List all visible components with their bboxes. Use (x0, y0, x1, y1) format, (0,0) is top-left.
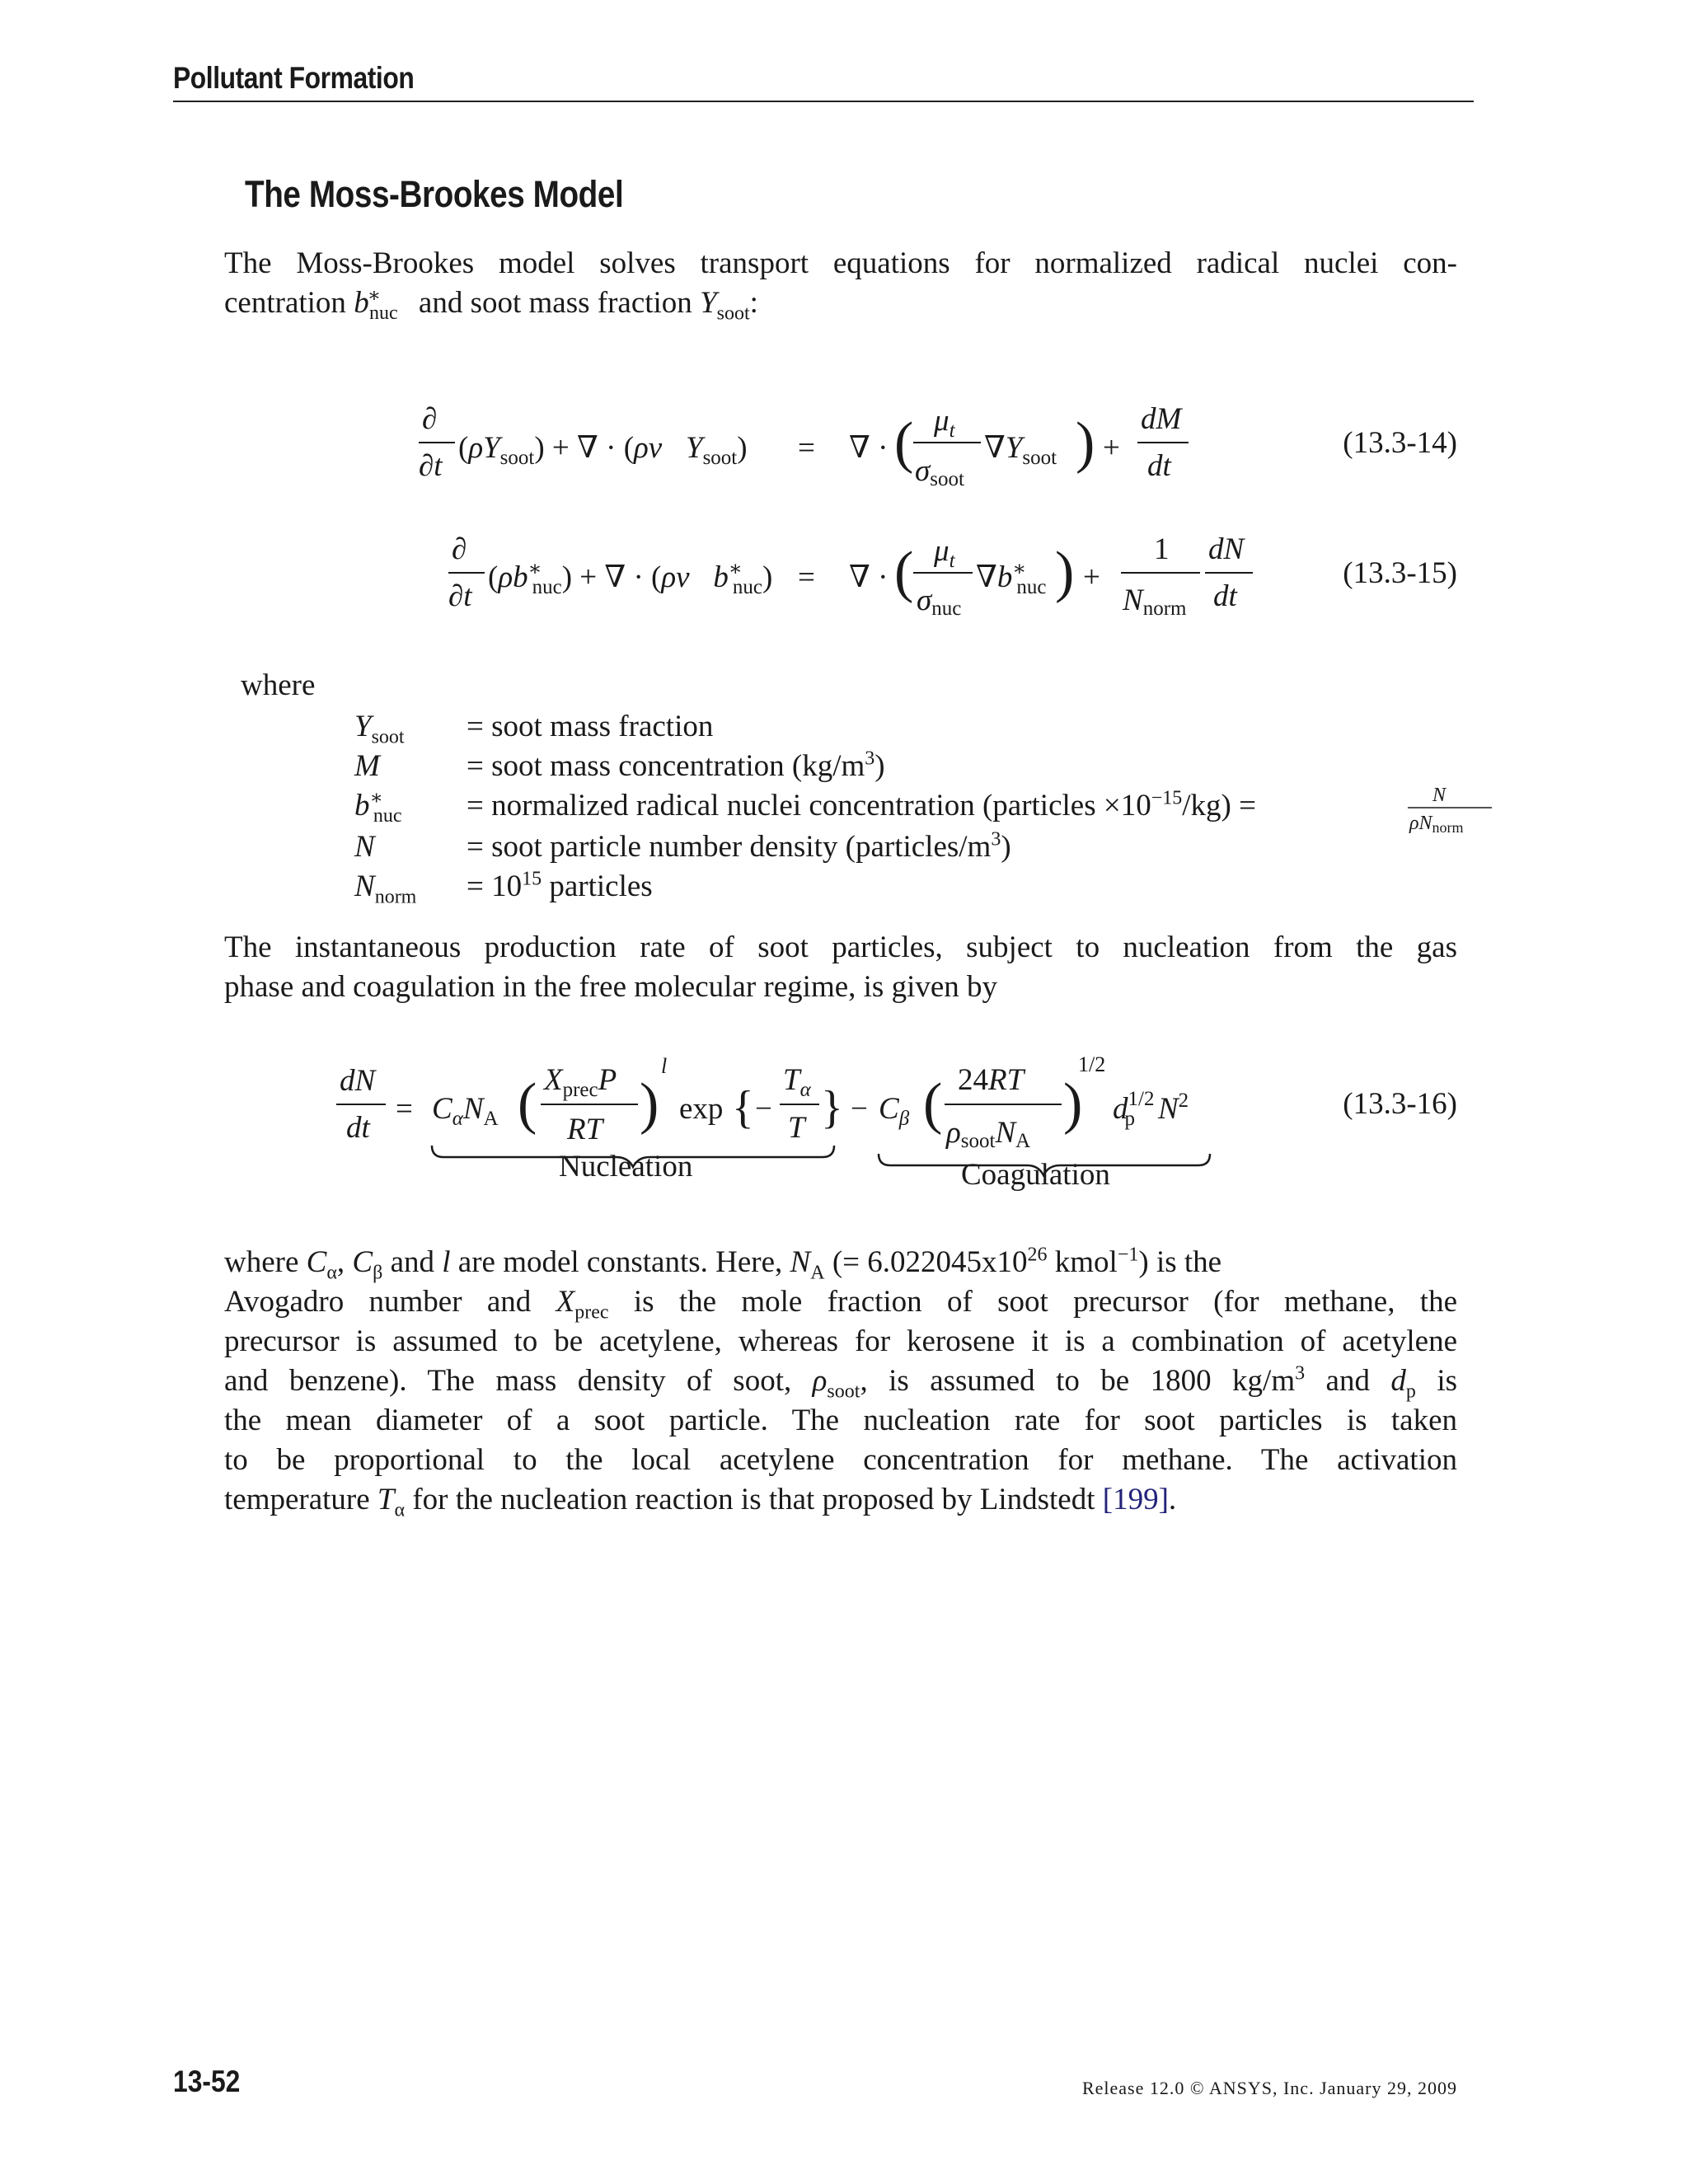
svg-text:dN: dN (1208, 532, 1245, 566)
svg-text:1/2: 1/2 (1078, 1052, 1106, 1076)
svg-text:∂t: ∂t (448, 579, 472, 613)
para3-line-5: the mean diameter of a soot particle. The nucleation rate for soot particles is taken (224, 1404, 1457, 1437)
svg-text:N: N (1432, 785, 1447, 806)
svg-text:T: T (788, 1111, 805, 1145)
para2-line-1: The instantaneous production rate of soot particles, subject to nucleation from the gas (224, 930, 1457, 964)
svg-text:=: = (798, 560, 815, 594)
svg-text:∇ ·: ∇ · (849, 560, 889, 594)
svg-text:+: + (1103, 431, 1120, 465)
svg-text:(ρYsoot) + ∇ · (ρv⃗Ysoot): $(\rho Y_{soot})$ + ∇ · $(\rho v⃗Y_{soot})$ (458, 431, 748, 469)
release-line: Release 12.0 © ANSYS, Inc. January 29, 2009 (1081, 2078, 1457, 2098)
svg-text:): ) (1055, 541, 1075, 604)
svg-text:dt: dt (1147, 449, 1171, 483)
intro-text-2: and soot mass fraction (418, 286, 692, 320)
para3-line-2: Avogadro number and $X_{prec}$ is the mole fraction of soot precursor (for methane, the (224, 1285, 1457, 1324)
svg-text:1: 1 (1154, 532, 1170, 566)
para3-line-1: where $C_\alpha$, $C_\beta$ and l are model constants. Here, $N_A$ (= $6.022045x10^{26}$ kmol$^{-1}$) is the (224, 1244, 1222, 1284)
variable-row: $N_{norm}$ = $10^{15}$ particles (354, 868, 653, 908)
equation-tag-13-3-16: (13.3-16) (1343, 1087, 1457, 1121)
svg-text:=: = (798, 431, 815, 465)
svg-text:CαNA: $C_\alpha N_A$ (432, 1092, 499, 1130)
nucleation-label: Nucleation (559, 1150, 693, 1183)
svg-text:(: ( (518, 1072, 537, 1136)
intro-line-2: centration $b^∗_{nuc}$ and soot mass fraction $Y_{soot}$: (224, 284, 758, 325)
equation-tag-13-3-14: (13.3-14) (1343, 426, 1457, 460)
svg-text:Cβ: $C_\beta$ (879, 1092, 910, 1130)
intro-text: centration (224, 286, 346, 320)
variable-row: $b^∗_{nuc}$ = normalized radical nuclei concentration (particles $\times 10^{-15}/kg$) = (354, 787, 1256, 827)
svg-text:(ρb∗nuc) + ∇ · (ρv⃗b∗nuc): (ρb∗ nuc) + ∇ · (ρv⃗b∗ nuc) (488, 558, 773, 598)
svg-text:ρsootNA: ρsootNA (946, 1116, 1031, 1152)
svg-text:l: l (661, 1054, 668, 1078)
svg-text:dt: dt (346, 1111, 370, 1145)
svg-text:d1/2pN2: $d^{1/2}$ p $N^2$ (1113, 1088, 1189, 1130)
svg-text:∂t: ∂t (419, 449, 443, 483)
svg-text:(: ( (923, 1072, 943, 1136)
where-label: where (241, 668, 316, 702)
svg-text:∂: ∂ (422, 402, 438, 436)
svg-text:{: { (732, 1082, 754, 1133)
para3-line-3: precursor is assumed to be acetylene, whereas for kerosene it is a combination of acetylene (224, 1324, 1457, 1358)
svg-text:+: + (1083, 560, 1100, 594)
svg-text:): ) (1063, 1072, 1083, 1136)
svg-text:∇Ysoot: $\nabla Y_{soot}$ (984, 431, 1057, 469)
variable-row: $Y_{soot}$ = soot mass fraction (354, 710, 714, 748)
coagulation-label: Coagulation (961, 1158, 1110, 1192)
svg-text:σsoot: σsoot (915, 454, 964, 490)
svg-text:): ) (640, 1072, 659, 1136)
svg-text:=: = (396, 1092, 413, 1126)
equation-tag-13-3-15: (13.3-15) (1343, 556, 1457, 590)
svg-text:dM: dM (1141, 402, 1182, 436)
svg-text:σnuc: σnuc (917, 583, 962, 620)
section-title: The Moss-Brookes Model (245, 173, 624, 215)
variable-row: M = soot mass concentration $(kg/m^3)$ (354, 748, 885, 783)
svg-text:∇ ·: ∇ · (849, 431, 889, 465)
para3-line-7: temperature $T_\alpha$ for the nucleation reaction is that proposed by Lindstedt [199]. (224, 1483, 1177, 1521)
svg-text:μt: $\mu_t$ (934, 534, 955, 572)
svg-text:∂: ∂ (452, 532, 467, 566)
para3-line-4: and benzene). The mass density of soot, $\rho_{soot}$, is assumed to be 1800 $kg/m^3$ and $d_p$ is (224, 1362, 1458, 1403)
svg-text:Tα: $T_\alpha$ (783, 1063, 811, 1101)
citation-link[interactable]: [199] (1102, 1483, 1169, 1516)
svg-text:ρNnorm: ρNnorm (1409, 813, 1464, 836)
svg-text:dt: dt (1213, 579, 1237, 613)
svg-text:∇b∗nuc: ∇b∗ nuc (976, 558, 1047, 598)
svg-text:RT: RT (567, 1113, 603, 1146)
running-header: Pollutant Formation (173, 61, 415, 95)
variable-row: N = soot particle number density $(particles/m^3)$ (354, 828, 1011, 864)
svg-text:−: − (755, 1092, 772, 1126)
svg-text:(: ( (894, 411, 914, 475)
svg-text:−: − (851, 1092, 868, 1126)
intro-line-1: The Moss-Brookes model solves transport equations for normalized radical nuclei con- (224, 246, 1457, 280)
svg-text:Nnorm: Nnorm (1123, 583, 1187, 620)
page-number: 13-52 (173, 2064, 241, 2098)
svg-text:}: } (821, 1082, 843, 1133)
para2-line-2: phase and coagulation in the free molecular regime, is given by (224, 970, 998, 1004)
svg-text:dN: dN (340, 1064, 376, 1098)
svg-text:24RT: 24RT (958, 1063, 1025, 1097)
svg-text:(: ( (894, 541, 914, 604)
svg-text:exp: exp (679, 1092, 724, 1126)
svg-text:μt: $\mu_t$ (934, 404, 955, 442)
svg-text:XprecP: $X_{prec}P$ (544, 1063, 617, 1101)
para3-line-6: to be proportional to the local acetylene concentration for methane. The activation (224, 1443, 1457, 1477)
svg-text:): ) (1076, 411, 1095, 475)
